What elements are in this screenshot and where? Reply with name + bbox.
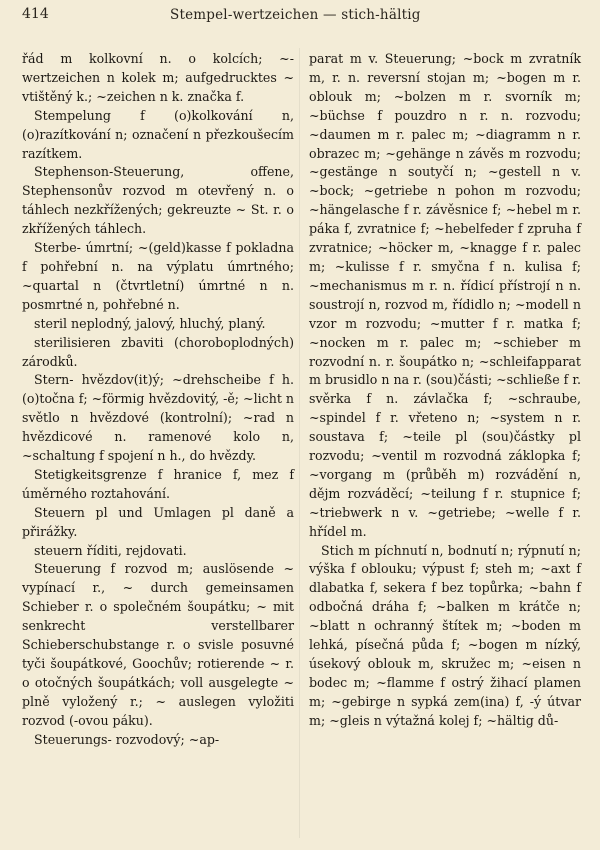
dictionary-entry: steuern říditi, rejdovati. [34, 542, 187, 558]
dictionary-entry: Stich m píchnutí n, bodnutí n; rýpnutí n; výška f oblouku; výpust f; steh m; ~axt f dlabatka f, sekera f bez topůrka; ~bahn f odbočná dráha f; ~balken m krátče n; ~blatt n ochranný štítek m; ~boden m lehká, písečná půda f; ~bogen m nízký, úsekový oblouk m, skružec m; ~eisen n bodec m; ~flamme f ostrý žihací plamen m; ~gebirge n sypká zem(ina) f, -ý útvar m; ~gleis n výtažná kolej f; ~hältig dů- [309, 542, 581, 728]
dictionary-entry: steril neplodný, jalový, hluchý, planý. [34, 315, 266, 331]
column-divider [299, 48, 300, 838]
dictionary-entry: Stephenson-Steuerung, offene, Stephensonův rozvod m otevřený n. o táhlech nezkřížených; gekreuzte ~ St. r. o zkřížených táhlech. [22, 164, 294, 237]
dictionary-entry: Steuern pl und Umlagen pl daně a přirážky. [22, 504, 294, 539]
page-number: 414 [22, 6, 49, 22]
right-column [309, 50, 581, 731]
dictionary-entry: Steuerungs- rozvodový; ~ap- [34, 731, 220, 747]
dictionary-entry: Stetigkeitsgrenze f hranice f, mez f úměrného roztahování. [22, 466, 294, 501]
page-header [22, 6, 578, 28]
dictionary-entry: Stern- hvězdov(it)ý; ~drehscheibe f h. (o)točna f; ~förmig hvězdovitý, -ě; ~licht n světlo n hvězdové (kontrolní); ~rad n hvězdicové n. ramenové kolo n, ~schaltung f spojení n h., do hvězdy. [22, 372, 294, 464]
dictionary-entry: Stempelung f (o)kolkování n, (o)razítkování n; označení n přezkoušecím razítkem. [22, 107, 294, 161]
left-column [22, 50, 294, 750]
running-title: Stempel-wertzeichen — stich-hältig [170, 7, 421, 23]
dictionary-entry: Sterbe- úmrtní; ~(geld)kasse f pokladna f pohřební n. na výplatu úmrtného; ~quartal n (čtvrtletní) úmrtné n n. posmrtné n, pohřebné n. [22, 240, 294, 312]
dictionary-entry: sterilisieren zbaviti (choroboplodných) zárodků. [22, 334, 294, 369]
dictionary-entry: řád m kolkovní n. o kolcích; ~-wertzeichen n kolek m; aufgedrucktes ~ vtištěný k.; ~zeichen n k. značka f. [22, 51, 294, 104]
dictionary-entry: parat m v. Steuerung; ~bock m zvratník m, r. n. reversní stojan m; ~bogen m r. oblouk m; ~bolzen m r. svorník m; ~büchse f pouzdro n r. n. rozvodu; ~daumen m r. palec m; ~diagramm n r. obrazec m; ~gehänge n závěs m rozvodu; ~gestänge n soutyčí n; ~gestell n v. ~bock; ~getriebe n pohon m rozvodu; ~hängelasche f r. závěsnice f; ~hebel m r. páka f, zvratnice f; ~hebelfeder f zpruha f zvratnice; ~höcker m, ~knagge f r. palec m; ~kulisse f r. smyčna f n. kulisa f; ~mechanismus m r. n. řídicí přístrojí n n. soustrojí n, rozvod m, řídidlo n; ~modell n vzor m rozvodu; ~mutter f r. matka f; ~nocken m r. palec m; ~schieber m rozvodní n. r. šoupátko n; ~schleifapparat m brusidlo n na r. (sou)části; ~schließe f r. svěrka f n. závlačka f; ~schraube, ~spindel f r. vřeteno n; ~system n r. soustava f; ~teile pl (sou)částky pl rozvodu; ~ventil m rozvodná záklopka f; ~vorgang m (průběh m) rozvádění n, dějm rozváděcí; ~teilung f r. stupnice f; ~triebwerk n v. ~getriebe; ~welle f r. hřídel m. [309, 51, 581, 539]
dictionary-entry: Steuerung f rozvod m; auslösende ~ vypínací r., ~ durch gemeinsamen Schieber r. o společném šoupátku; ~ mit senkrecht verstellbarer Schieberschubstange r. o svisle posuvné tyči šoupátkové, Goochův; rotierende ~ r. o otočných šoupátkách; voll ausgelegte ~ plně vyložený r.; ~ auslegen vyložiti rozvod (-ovou páku). [22, 561, 294, 728]
